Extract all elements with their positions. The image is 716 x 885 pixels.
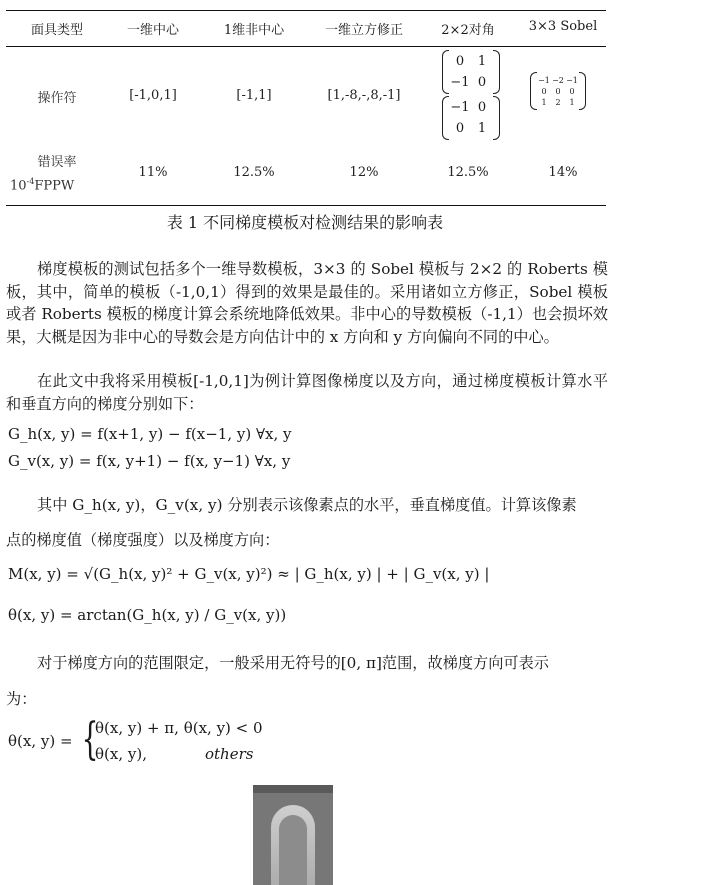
sobel-cell: 1 [541, 97, 547, 107]
table-header-1d-center: 一维中心 [126, 23, 179, 38]
equation-piecewise-lhs: θ(x, y) = [8, 732, 73, 750]
sobel-cell: 0 [555, 86, 561, 96]
equation-gh: G_h(x, y) = f(x+1, y) − f(x−1, y) ∀x, y [8, 425, 292, 443]
error-1d-center: 11% [138, 165, 168, 180]
image-inner-region [279, 815, 307, 885]
sobel-cell: 2 [555, 97, 561, 107]
error-1d-noncenter: 12.5% [233, 165, 275, 180]
error-3x3-sobel: 14% [548, 165, 578, 180]
operator-1d-center: [-1,0,1] [129, 88, 177, 103]
equation-piecewise-case1: θ(x, y) + π, θ(x, y) < 0 [95, 719, 263, 737]
sobel-cell: 0 [569, 86, 575, 96]
paragraph-gradient-templates [6, 258, 608, 348]
table-bottom-rule [6, 205, 606, 206]
equation-gv: G_v(x, y) = f(x, y+1) − f(x, y−1) ∀x, y [8, 452, 291, 470]
roberts2-cell: 0 [455, 121, 465, 136]
paragraph-range-line2: 为： [6, 690, 37, 708]
paragraph-range-line1: 对于梯度方向的范围限定，一般采用无符号的[0, π]范围，故梯度方向可表示 [37, 654, 549, 672]
paragraph-text: 在此文中我将采用模板[-1,0,1]为例计算图像梯度以及方向，通过梯度模板计算水平和垂直方向的梯度分别如下： [6, 372, 608, 413]
image-top-band [253, 785, 333, 793]
paragraph-text: 梯度模板的测试包括多个一维导数模板，3×3 的 Sobel 模板与 2×2 的 Roberts 模板，其中，简单的模板（-1,0,1）得到的效果是最佳的。采用诸如立方修正，Sobel 模板或者 Roberts 模板的梯度计算会系统地降低效果。非中心的导数模板（-1,1）也会损坏效果，大概是因为非中心的导数会是方向估计中的 x 方向和 y 方向偏向不同的中心。 [6, 260, 608, 346]
equation-piecewise-case2-expr: θ(x, y), [95, 745, 147, 763]
gradient-example-image [253, 785, 333, 885]
roberts1-cell: 0 [455, 54, 465, 69]
sobel-cell: −1 [566, 75, 578, 85]
sobel-matrix [530, 72, 586, 110]
table-header-3x3-sobel: 3×3 Sobel [528, 19, 598, 34]
roberts-matrix-1 [442, 50, 500, 94]
paragraph-where-line2: 点的梯度值（梯度强度）以及梯度方向： [6, 531, 280, 549]
sobel-cell: −1 [538, 75, 550, 85]
table-header-1d-noncenter: 1维非中心 [223, 23, 285, 38]
operator-1d-noncenter: [-1,1] [236, 88, 272, 103]
equation-piecewise-case2-cond: others [205, 745, 254, 763]
roberts1-cell: 0 [477, 75, 487, 90]
table-header-2x2-diagonal: 2×2对角 [441, 23, 495, 38]
table-header-mask-type: 面具类型 [30, 23, 83, 38]
sobel-cell: 1 [569, 97, 575, 107]
table-top-rule [6, 10, 606, 11]
table-header-rule [6, 46, 606, 47]
row-label-operator: 操作符 [37, 91, 77, 106]
paragraph-where-line1: 其中 G_h(x, y)，G_v(x, y) 分别表示该像素点的水平，垂直梯度值。计算该像素 [37, 496, 577, 514]
piecewise-brace: { [81, 714, 99, 765]
roberts1-cell: −1 [450, 75, 470, 90]
error-1d-cubic: 12% [349, 165, 379, 180]
sobel-cell: 0 [541, 86, 547, 96]
row-label-fppw [10, 177, 100, 193]
fppw-prefix: 10 [10, 178, 27, 194]
roberts2-cell: 0 [477, 100, 487, 115]
fppw-exponent: -4 [26, 177, 35, 186]
error-2x2-diagonal: 12.5% [447, 165, 489, 180]
roberts2-cell: 1 [477, 121, 487, 136]
equation-theta: θ(x, y) = arctan(G_h(x, y) / G_v(x, y)) [8, 606, 287, 624]
roberts-matrix-2 [442, 96, 500, 140]
paragraph-gradient-method [6, 370, 608, 415]
roberts1-cell: 1 [477, 54, 487, 69]
table-caption: 表 1 不同梯度模板对检测结果的影响表 [166, 213, 444, 232]
sobel-cell: −2 [552, 75, 564, 85]
fppw-suffix: FPPW [34, 178, 75, 194]
roberts2-cell: −1 [450, 100, 470, 115]
operator-1d-cubic: [1,-8,-,8,-1] [327, 88, 401, 103]
equation-magnitude: M(x, y) = √(G_h(x, y)² + G_v(x, y)²) ≈ | G_h(x, y) | + | G_v(x, y) | [8, 565, 490, 583]
table-header-1d-cubic: 一维立方修正 [324, 23, 403, 38]
row-label-error-rate: 错误率 [37, 155, 77, 170]
